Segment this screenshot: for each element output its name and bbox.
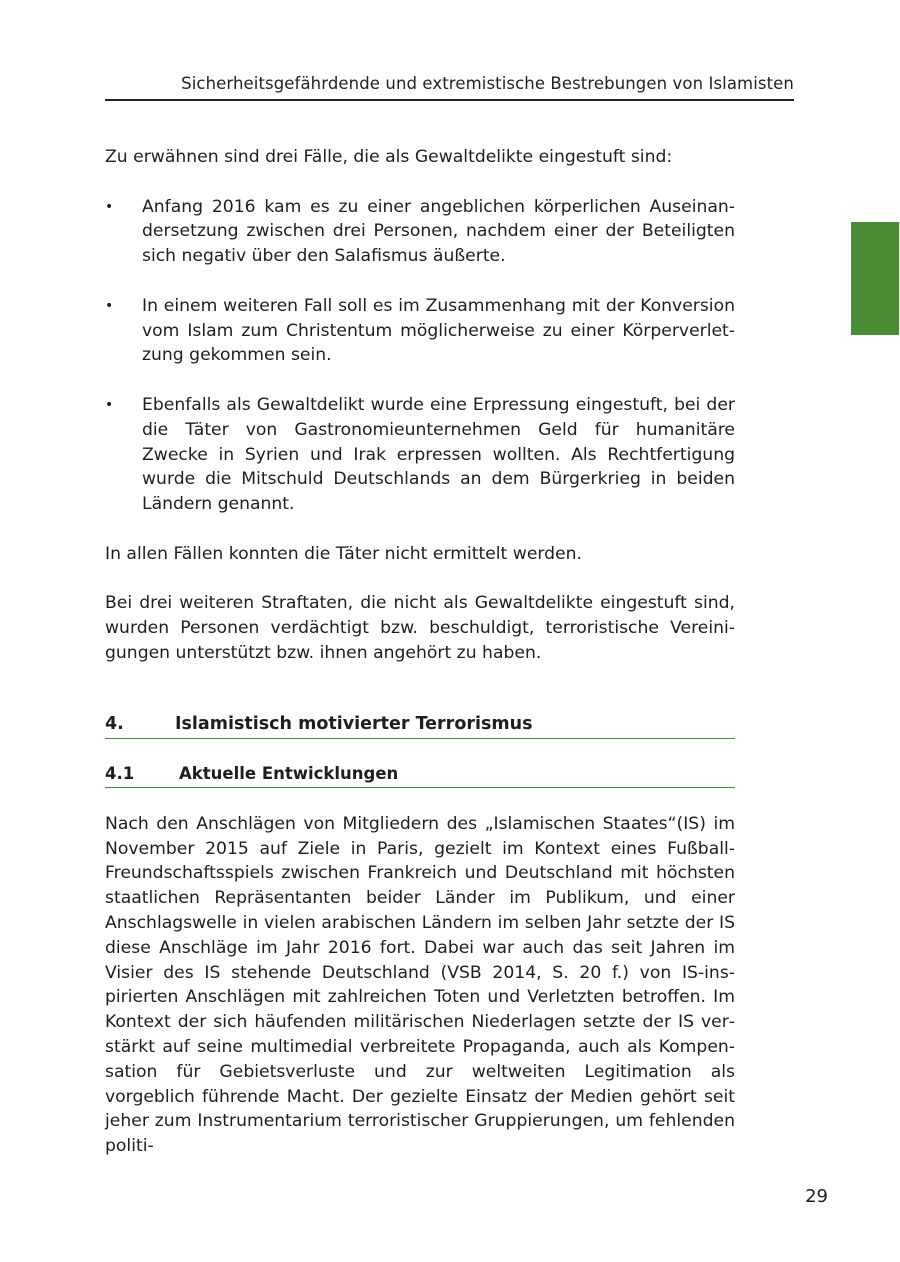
header-rule [105,99,794,101]
section-heading [105,712,735,739]
list-item-text: In einem weiteren Fall soll es im Zusammenhang mit der Konversion vom Islam zum Christentum möglicherweise zu einer Körperverletzung gekommen sein. [142,295,735,366]
unresolved-paragraph: In allen Fällen konnten die Täter nicht ermittelt werden. [105,543,582,564]
list-item [105,195,735,269]
page-content [105,145,735,1159]
section-number: 4. [105,713,124,734]
running-header: Sicherheitsgefährdende und extremistische Bestrebungen von Islamisten [181,74,794,93]
list-item-text: Anfang 2016 kam es zu einer angeblichen körperlichen Auseinandersetzung zwischen drei Personen, nachdem einer der Beteiligten sich negativ über den Salafismus äußerte. [142,196,735,267]
further-offences-paragraph: Bei drei weiteren Straftaten, die nicht als Gewaltdelikte eingestuft sind, wurden Personen verdächtigt bzw. beschuldigt, terroristische Vereinigungen unterstützt bzw. ihnen angehört zu haben. [105,593,735,663]
chapter-tab [851,222,899,335]
subsection-number: 4.1 [105,763,135,783]
section-title: Islamistisch motivierter Terrorismus [175,713,533,734]
list-item-text: Ebenfalls als Gewaltdelikt wurde eine Erpressung eingestuft, bei der die Täter von Gastronomieunternehmen Geld für humanitäre Zwecke in Syrien und Irak erpressen wollten. Als Rechtfertigung wurde die Mitschuld Deutschlands an dem Bürgerkrieg in beiden Ländern genannt. [142,394,735,515]
subsection-title: Aktuelle Entwicklungen [179,763,399,783]
bullet-icon: • [105,396,114,413]
bullet-list [105,195,735,517]
page-number: 29 [805,1186,828,1207]
subsection-heading [105,763,735,788]
list-item [105,393,735,517]
intro-paragraph: Zu erwähnen sind drei Fälle, die als Gewaltdelikte eingestuft sind: [105,147,673,167]
list-item [105,294,735,368]
bullet-icon: • [105,297,114,314]
body-paragraph: Nach den Anschlägen von Mitgliedern des „Islamischen Staates“(IS) im November 2015 auf Ziele in Paris, gezielt im Kontext eines Fußball-Freundschaftsspiels zwischen Frankreich und Deutschland mit höchsten staatlichen Repräsentanten beider Länder im Publikum, und einer Anschlagswelle in vielen arabischen Ländern im selben Jahr setzte der IS diese Anschläge im Jahr 2016 fort. Dabei war auch das seit Jahren im Visier des IS stehende Deutschland (VSB 2014, S. 20 f.) von IS-inspirierten Anschlägen mit zahlreichen Toten und Verletzten betroffen. Im Kontext der sich häufenden militärischen Niederlagen setzte der IS verstärkt auf seine multimedial verbreitete Propaganda, auch als Kompensation für Gebietsverluste und zur weltweiten Legitimation als vorgeblich führende Macht. Der gezielte Einsatz der Medien gehört seit jeher zum Instrumentarium terroristischer Gruppierungen, um fehlenden politi- [105,813,735,1157]
bullet-icon: • [105,198,114,215]
